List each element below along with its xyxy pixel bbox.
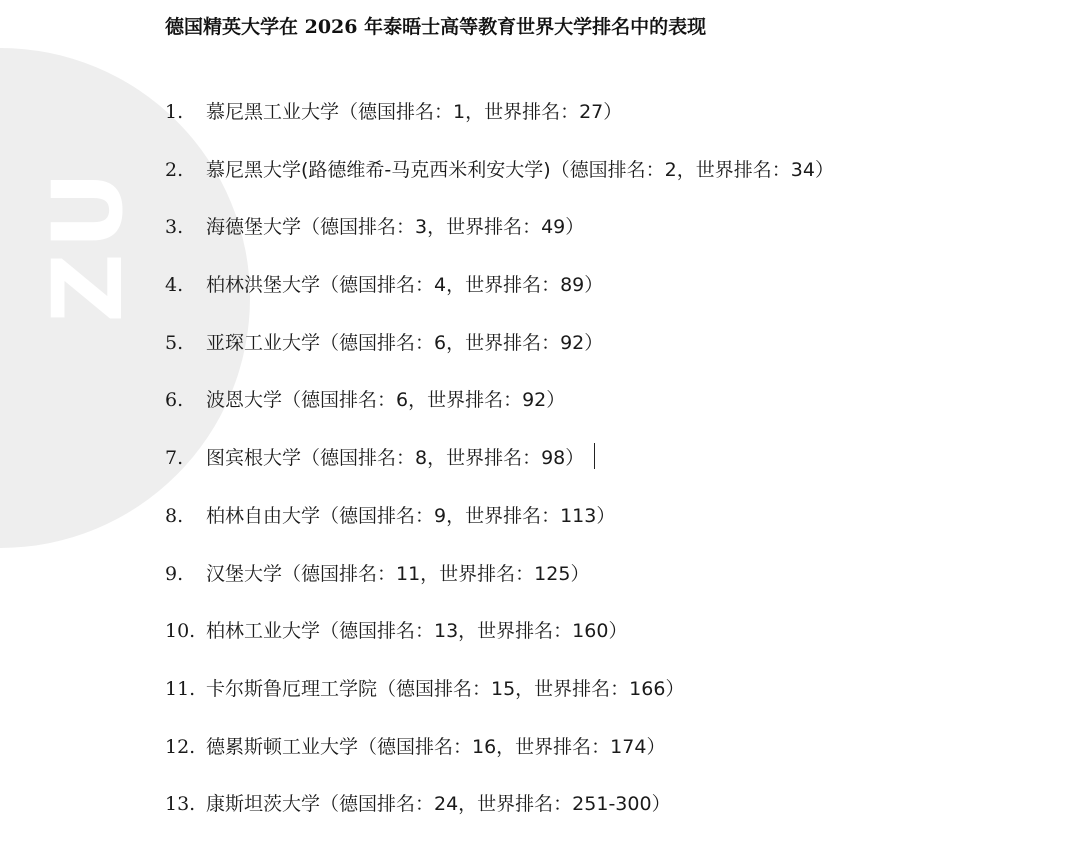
list-item-text: 柏林洪堡大学（德国排名：4，世界排名：89） (206, 274, 604, 297)
list-item-number: 6. (165, 389, 184, 412)
document-title: 德国精英大学在 2026 年泰晤士高等教育世界大学排名中的表现 (165, 16, 707, 38)
list-item-text: 慕尼黑工业大学（德国排名：1，世界排名：27） (206, 101, 623, 123)
list-item (165, 270, 834, 328)
list-item-text: 图宾根大学（德国排名：8，世界排名：98） (206, 447, 585, 470)
list-item-number: 12. (165, 735, 196, 758)
list-item-text: 波恩大学（德国排名：6，世界排名：92） (206, 389, 566, 412)
list-item (165, 155, 834, 213)
list-item-number: 9. (165, 562, 184, 585)
list-item-number: 2. (165, 158, 184, 181)
list-item-number: 7. (165, 447, 184, 470)
list-item-text: 柏林自由大学（德国排名：9，世界排名：113） (206, 504, 616, 527)
list-item-text: 海德堡大学（德国排名：3，世界排名：49） (206, 216, 585, 239)
list-item (165, 443, 834, 501)
list-item (165, 385, 834, 443)
list-item-text: 慕尼黑大学(路德维希-马克西米利安大学)（德国排名：2，世界排名：34） (206, 158, 834, 181)
list-item-number: 13. (165, 793, 196, 816)
list-item-text: 亚琛工业大学（德国排名：6，世界排名：92） (206, 331, 604, 354)
list-item (165, 674, 834, 732)
list-item-text: 汉堡大学（德国排名：11，世界排名：125） (206, 562, 590, 585)
list-item-number: 8. (165, 504, 184, 527)
list-item-number: 11. (165, 677, 196, 700)
list-item-number: 4. (165, 274, 184, 297)
list-item (165, 732, 834, 790)
list-item (165, 501, 834, 559)
list-item-number: 3. (165, 216, 184, 239)
list-item-number: 1. (165, 101, 184, 123)
list-item (165, 559, 834, 617)
list-item-text: 德累斯顿工业大学（德国排名：16，世界排名：174） (206, 735, 666, 758)
list-item-number: 5. (165, 331, 184, 354)
list-item (165, 616, 834, 674)
watermark-logo: ZU (32, 167, 144, 323)
list-item-text: 柏林工业大学（德国排名：13，世界排名：160） (206, 620, 628, 643)
list-item (165, 212, 834, 270)
list-item-text: 康斯坦茨大学（德国排名：24，世界排名：251-300） (206, 793, 671, 816)
list-item (165, 789, 834, 847)
university-list (165, 97, 834, 847)
list-item-text: 卡尔斯鲁厄理工学院（德国排名：15，世界排名：166） (206, 677, 685, 700)
list-item (165, 97, 834, 155)
list-item (165, 328, 834, 386)
list-item-number: 10. (165, 620, 196, 643)
text-cursor (594, 443, 595, 469)
